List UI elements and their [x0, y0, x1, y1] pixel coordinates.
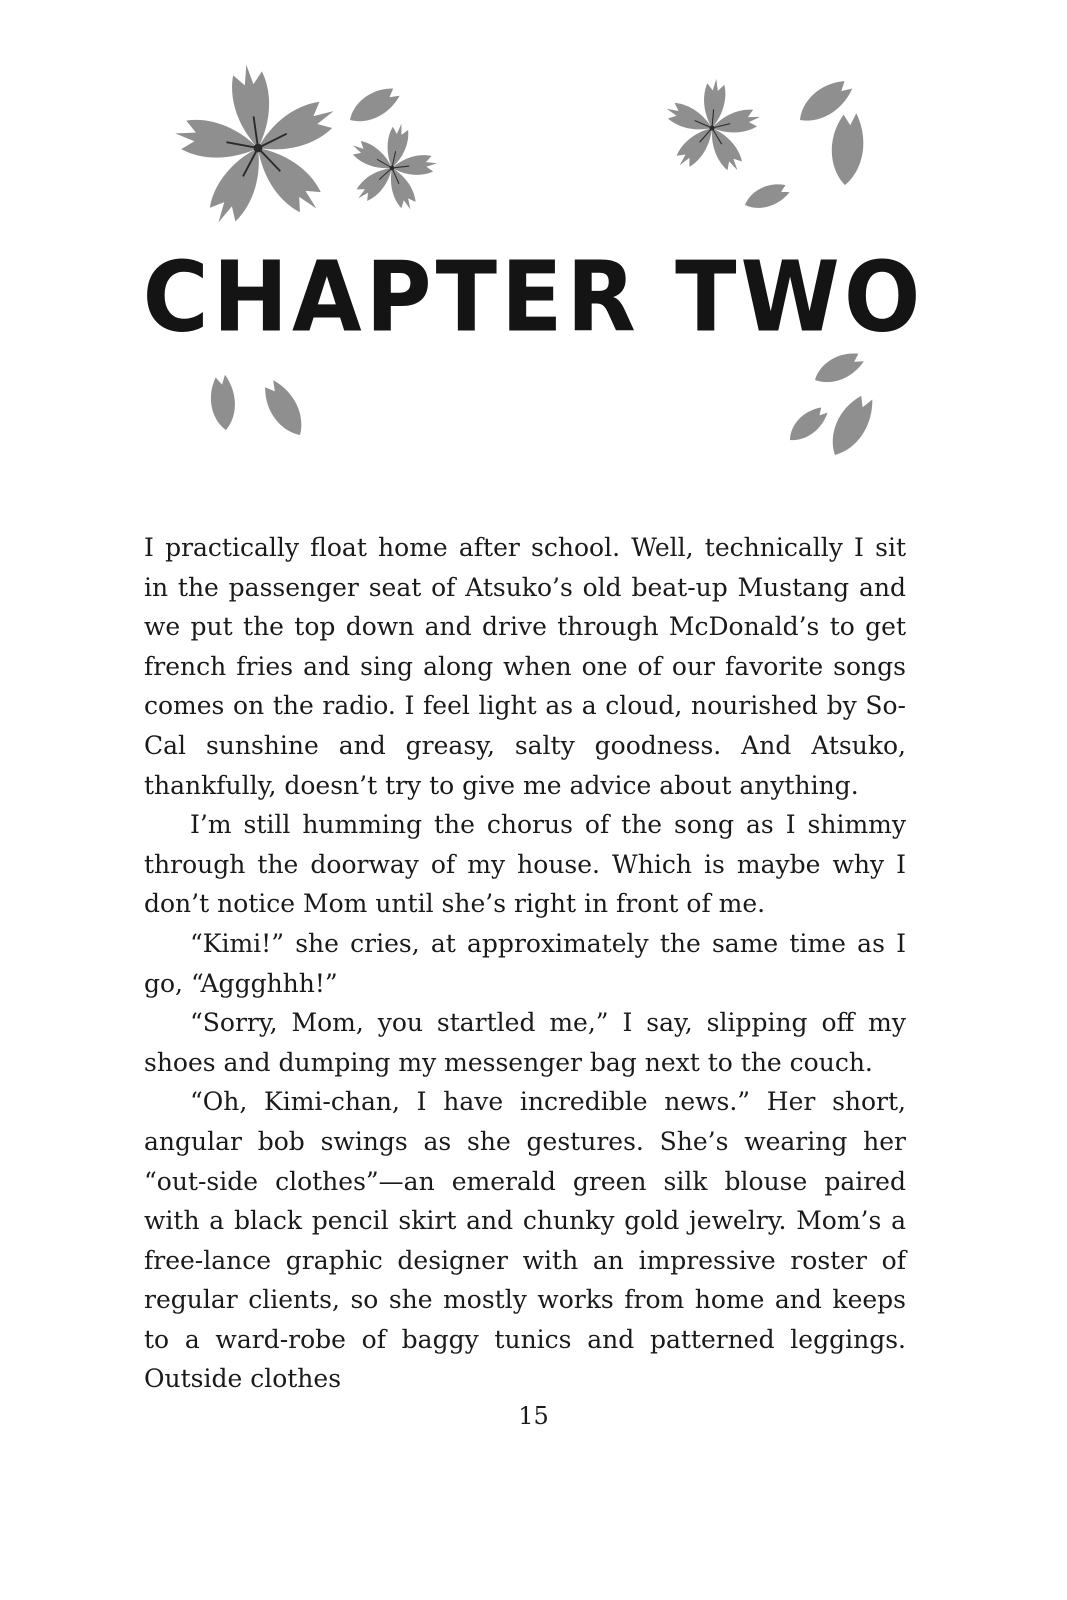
loose-petal-top-left	[344, 82, 404, 130]
loose-petal-bottom-left-1	[209, 374, 237, 431]
chapter-title: CHAPTER TWO	[142, 240, 925, 355]
small-blossom-top-left	[338, 114, 446, 219]
loose-petal-bottom-right-2	[783, 402, 831, 447]
paragraph: “Sorry, Mom, you startled me,” I say, slipping off my shoes and dumping my messenger bag next to the couch.	[144, 1008, 906, 1077]
large-blossom-top-left	[162, 53, 354, 238]
paragraph: I practically float home after school. Well, technically I sit in the passenger seat of Atsuko’s old beat-up Mustang and we put the top down and drive through McDonald’s to get french fries and sing along when one of our favorite songs comes on the radio. I feel light as a cloud, nourished by So-Cal sunshine and greasy, salty goodness. And Atsuko, thankfully, doesn’t try to give me advice about anything.	[144, 533, 906, 800]
blossom-top-right	[658, 75, 766, 179]
loose-petal-top-right-2	[829, 111, 866, 186]
loose-petal-bottom-right-3	[822, 390, 880, 462]
page-number: 15	[518, 1402, 549, 1430]
paragraph: “Oh, Kimi-chan, I have incredible news.” Her short, angular bob swings as she gestures. She’s wearing her “out-side clothes”—an emerald green silk blouse paired with a black pencil skirt and chunky gold jewelry. Mom’s a free-lance graphic designer with an impressive roster of regular clients, so she mostly works from home and keeps to a ward-robe of baggy tunics and patterned leggings. Outside clothes	[144, 1087, 906, 1394]
loose-petal-top-right-3	[741, 179, 791, 214]
chapter-body-text	[144, 528, 906, 1399]
paragraph: I’m still humming the chorus of the song as I shimmy through the doorway of my house. Which is maybe why I don’t notice Mom until she’s right in front of me.	[144, 810, 906, 919]
loose-petal-bottom-left-2	[258, 376, 311, 442]
paragraph: “Kimi!” she cries, at approximately the same time as I go, “Aggghhh!”	[144, 928, 906, 998]
